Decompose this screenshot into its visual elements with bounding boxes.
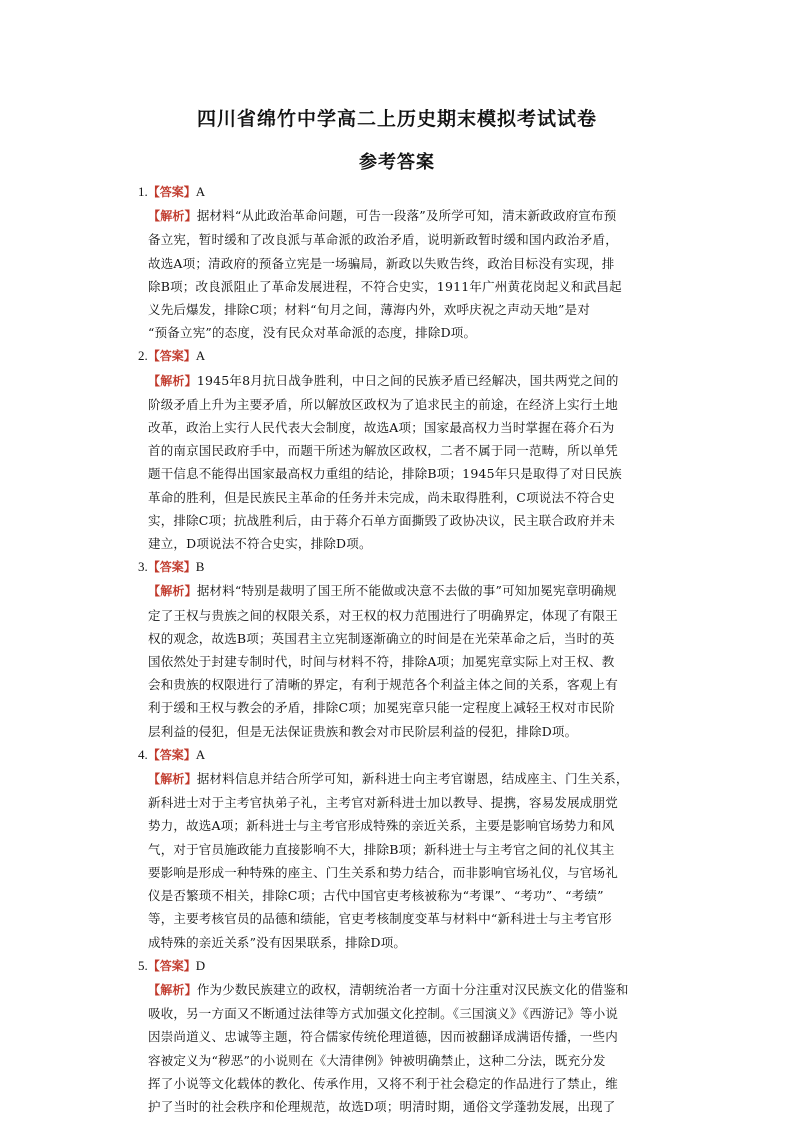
analysis-line — [138, 767, 666, 791]
analysis-text: 吸收，另一方面又不断通过法律等方式加强文化控制。《三国演义》《西游记》等小说 — [148, 1006, 619, 1022]
answer-line — [138, 743, 666, 767]
analysis-label: 【解析】 — [148, 209, 197, 224]
answer-choice: A — [195, 184, 206, 199]
analysis-text: 护了当时的社会秩序和伦理规范，故选D项；明清时期，通俗文学蓬勃发展，出现了 — [148, 1098, 616, 1114]
analysis-line — [138, 1002, 666, 1025]
analysis-line — [138, 532, 666, 555]
analysis-text: 改革，政治上实行人民代表大会制度，故选A项；国家最高权力当时掌握在蒋介石为 — [148, 420, 615, 436]
analysis-text: 实，排除C项；抗战胜利后，由于蒋介石单方面撕毁了政协决议，民主联合政府并未 — [148, 512, 615, 528]
analysis-line — [138, 228, 666, 251]
answer-line — [138, 344, 666, 368]
analysis-text: 题干信息不能得出国家最高权力重组的结论，排除B项；1945年只是取得了对日民族 — [148, 466, 622, 482]
analysis-text: 利于缓和王权与教会的矛盾，排除C项；加冕宪章只能一定程度上减轻王权对市民阶 — [148, 700, 615, 716]
answer-line — [138, 954, 666, 978]
answer-item — [138, 180, 666, 344]
analysis-text: 除B项；改良派阻止了革命发展进程，不符合史实，1911年广州黄花岗起义和武昌起 — [148, 278, 622, 294]
analysis-text: 据材料信息并结合所学可知，新科进士向主考官谢恩，结成座主、门生关系， — [196, 771, 629, 787]
answer-line — [138, 180, 666, 204]
answers-list — [138, 180, 666, 1118]
analysis-label: 【解析】 — [148, 584, 197, 599]
analysis-text: 成特殊的亲近关系”没有因果联系，排除D项。 — [148, 934, 407, 950]
analysis-text: 气，对于官员施政能力直接影响不大，排除B项；新科进士与主考官之间的礼仪其主 — [148, 841, 615, 857]
analysis-line — [138, 673, 666, 696]
analysis-text: 层利益的侵犯，但是无法保证贵族和教会对市民阶层利益的侵犯，排除D项。 — [148, 723, 578, 739]
question-number: 1. — [138, 184, 148, 199]
analysis-line — [138, 884, 666, 907]
answer-item — [138, 954, 666, 1118]
analysis-text: 仪是否繁琐不相关，排除C项；古代中国官吏考核被称为“考课”、“考功”、“考绩” — [148, 888, 604, 904]
question-number: 4. — [138, 746, 148, 762]
analysis-text: 国依然处于封建专制时代，时间与材料不符，排除A项；加冕宪章实际上对王权、教 — [148, 654, 615, 670]
analysis-text: 据材料“从此政治革命问题，可告一段落”及所学可知，清末新政政府宣布预 — [196, 208, 617, 224]
analysis-line — [138, 579, 666, 603]
page-subtitle: 参考答案 — [359, 152, 435, 173]
analysis-text: 义先后爆发，排除C项；材料“旬月之间，薄海内外，欢呼庆祝之声动天地”是对 — [148, 302, 591, 318]
analysis-line — [138, 509, 666, 532]
analysis-line — [138, 720, 666, 743]
analysis-line — [138, 298, 666, 321]
analysis-line — [138, 696, 666, 719]
analysis-text: 势力，故选A项；新科进士与主考官形成特殊的亲近关系，主要是影响官场势力和风 — [148, 818, 615, 834]
analysis-line — [138, 861, 666, 884]
answer-line — [138, 555, 666, 579]
analysis-line — [138, 393, 666, 416]
answer-item — [138, 743, 666, 954]
answer-label: 【答案】 — [147, 747, 196, 762]
analysis-line — [138, 275, 666, 298]
analysis-text: 因崇尚道义、忠诚等主题，符合儒家传统伦理道德，因而被翻译成满语传播，一些内 — [148, 1029, 618, 1045]
analysis-text: 容被定义为“秽恶”的小说则在《大清律例》钟被明确禁止，这种二分法，既充分发 — [148, 1052, 606, 1068]
analysis-line — [138, 416, 666, 439]
analysis-line — [138, 369, 666, 393]
analysis-text: 首的南京国民政府手中，而题干所述为解放区政权，二者不属于同一范畴，所以单凭 — [148, 443, 618, 459]
analysis-label: 【解析】 — [148, 373, 197, 388]
analysis-text: 1945年8月抗日战争胜利，中日之间的民族矛盾已经解决，国共两党之间的 — [196, 372, 619, 388]
analysis-text: 作为少数民族建立的政权，清朝统治者一方面十分注重对汉民族文化的借鉴和 — [196, 981, 629, 997]
analysis-line — [138, 1072, 666, 1095]
question-number: 2. — [138, 348, 148, 364]
analysis-line — [138, 791, 666, 814]
answer-label: 【答案】 — [147, 349, 196, 364]
analysis-line — [138, 1025, 666, 1048]
analysis-label: 【解析】 — [148, 772, 197, 787]
analysis-line — [138, 627, 666, 650]
analysis-line — [138, 462, 666, 485]
answer-choice: B — [195, 559, 205, 575]
analysis-text: 要影响是形成一种特殊的座主、门生关系和势力结合，而非影响官场礼仪，与官场礼 — [148, 864, 618, 880]
answer-choice: A — [195, 348, 206, 364]
analysis-text: 会和贵族的权限进行了清晰的界定，有利于规范各个利益主体之间的关系，客观上有 — [148, 677, 618, 693]
answer-label: 【答案】 — [147, 560, 196, 575]
analysis-text: 定了王权与贵族之间的权限关系，对王权的权力范围进行了明确界定，体现了有限王 — [148, 607, 618, 623]
question-number: 3. — [138, 559, 148, 575]
answer-choice: A — [195, 746, 206, 762]
analysis-line — [138, 978, 666, 1002]
question-number: 5. — [138, 957, 148, 973]
analysis-line — [138, 650, 666, 673]
analysis-line — [138, 321, 666, 344]
analysis-line — [138, 604, 666, 627]
analysis-line — [138, 838, 666, 861]
analysis-line — [138, 252, 666, 275]
analysis-text: “预备立宪”的态度，没有民众对革命派的态度，排除D项。 — [148, 325, 477, 341]
analysis-line — [138, 931, 666, 954]
analysis-text: 挥了小说等文化载体的教化、传承作用，又将不利于社会稳定的作品进行了禁止，维 — [148, 1075, 618, 1091]
analysis-line — [138, 439, 666, 462]
analysis-line — [138, 1049, 666, 1072]
analysis-line — [138, 814, 666, 837]
analysis-text: 阶级矛盾上升为主要矛盾，所以解放区政权为了追求民主的前途，在经济上实行土地 — [148, 396, 618, 412]
answer-label: 【答案】 — [147, 958, 196, 973]
answer-choice: D — [195, 957, 206, 973]
analysis-label: 【解析】 — [148, 982, 197, 997]
analysis-text: 新科进士对于主考官执弟子礼，主考官对新科进士加以教导、提携，容易发展成朋党 — [148, 795, 618, 811]
analysis-text: 建立，D项说法不符合史实，排除D项。 — [148, 536, 372, 552]
page-title: 四川省绵竹中学高二上历史期末模拟考试试卷 — [196, 108, 597, 130]
analysis-text: 革命的胜利，但是民族民主革命的任务并未完成，尚未取得胜利，C项说法不符合史 — [148, 489, 615, 505]
answer-item — [138, 344, 666, 555]
analysis-line — [138, 486, 666, 509]
answer-label: 【答案】 — [147, 185, 196, 199]
analysis-line — [138, 1095, 666, 1118]
analysis-text: 故选A项；清政府的预备立宪是一场骗局，新政以失败告终，政治目标没有实现，排 — [148, 255, 615, 271]
analysis-line — [138, 204, 666, 228]
analysis-text: 备立宪，暂时缓和了改良派与革命派的政治矛盾，说明新政暂时缓和国内政治矛盾， — [148, 232, 618, 248]
analysis-text: 据材料“特别是裁明了国王所不能做或决意不去做的事”可知加冕宪章明确规 — [196, 583, 617, 599]
analysis-text: 等，主要考核官员的品德和绩能，官吏考核制度变革与材料中“新科进士与主考官形 — [148, 911, 612, 927]
analysis-line — [138, 907, 666, 930]
answer-item — [138, 555, 666, 743]
analysis-text: 权的观念，故选B项；英国君主立宪制逐渐确立的时间是在光荣革命之后，当时的英 — [148, 630, 615, 646]
